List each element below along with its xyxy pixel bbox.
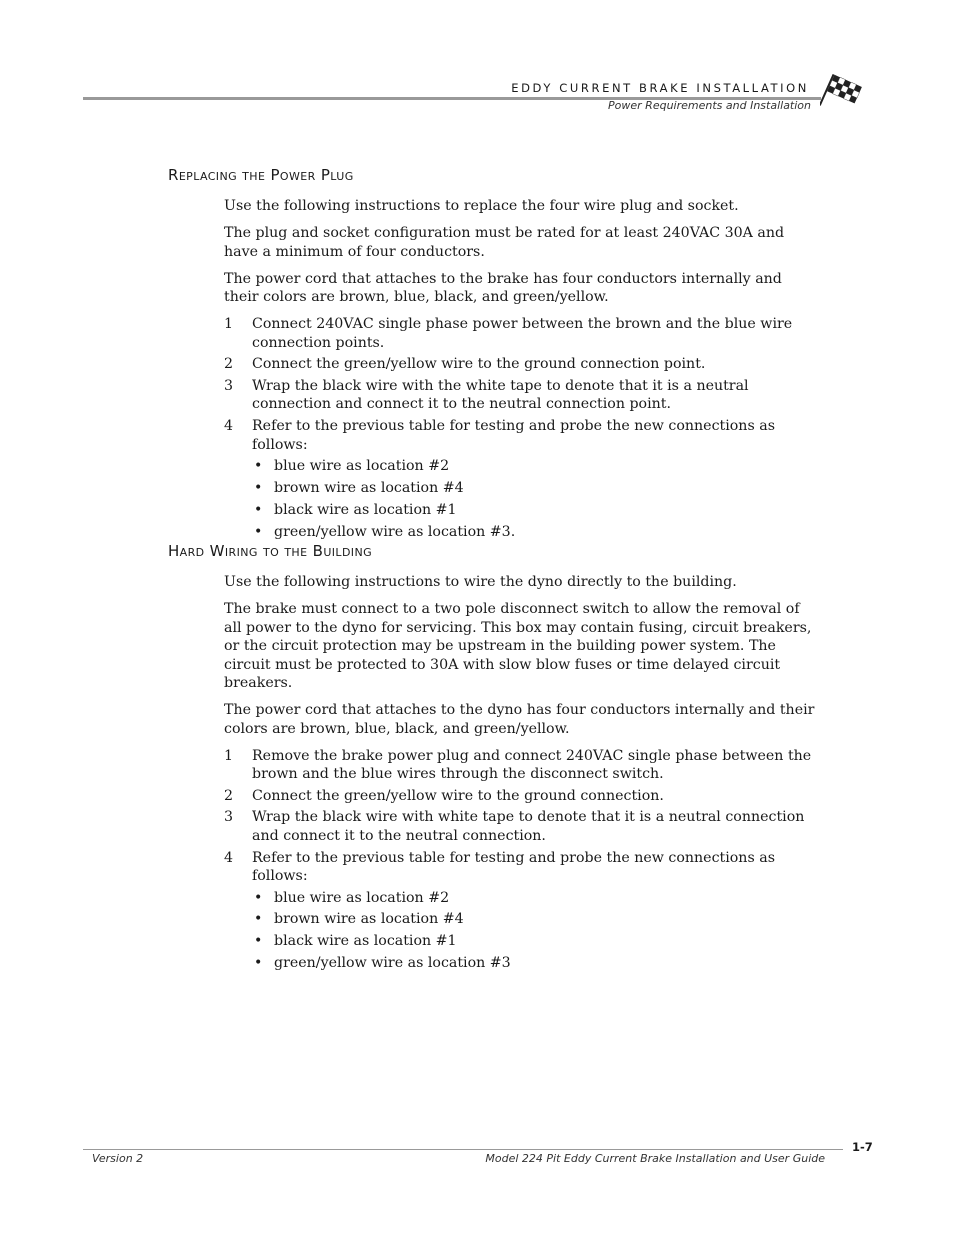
step-text: Refer to the previous table for testing and probe the new connections as follows: bbox=[252, 849, 775, 885]
bullet-glyph: • bbox=[254, 889, 263, 906]
bullet-text: brown wire as location #4 bbox=[274, 479, 464, 496]
running-header-subtitle: Power Requirements and Installation bbox=[608, 99, 811, 112]
step-list bbox=[224, 315, 816, 541]
step-number: 2 bbox=[224, 356, 234, 373]
paragraph: Use the following instructions to wire the dyno directly to the building. bbox=[224, 574, 737, 590]
section-title-replacing-power-plug: Replacing the Power Plug bbox=[168, 166, 354, 184]
step-number: 4 bbox=[224, 849, 234, 866]
step-number: 1 bbox=[224, 316, 234, 332]
bullet-item bbox=[252, 479, 816, 498]
bullet-glyph: • bbox=[254, 911, 263, 928]
step-number: 4 bbox=[224, 418, 234, 435]
bullet-glyph: • bbox=[254, 523, 263, 540]
step-number: 2 bbox=[224, 787, 234, 804]
bullet-item bbox=[252, 932, 816, 951]
step-list bbox=[224, 747, 816, 973]
bullet-text: blue wire as location #2 bbox=[274, 889, 450, 906]
step-text: Connect the green/yellow wire to the ground connection point. bbox=[252, 356, 706, 373]
step-text: Remove the brake power plug and connect 240VAC single phase between the brown and the blue wires through the disconnect switch. bbox=[252, 747, 812, 782]
step-number: 3 bbox=[224, 377, 234, 394]
step-item bbox=[224, 315, 816, 352]
step-number: 3 bbox=[224, 809, 234, 826]
page-number: 1-7 bbox=[852, 1140, 873, 1154]
step-item bbox=[224, 377, 816, 414]
paragraph: Use the following instructions to replace the four wire plug and socket. bbox=[224, 198, 739, 214]
bullet-text: brown wire as location #4 bbox=[274, 911, 464, 928]
paragraph: The power cord that attaches to the dyno has four conductors internally and their colors are brown, blue, black, and green/yellow. bbox=[224, 702, 815, 737]
footer-document-title: Model 224 Pit Eddy Current Brake Installation and User Guide bbox=[485, 1152, 825, 1165]
step-item bbox=[224, 808, 816, 845]
bullet-text: blue wire as location #2 bbox=[274, 458, 450, 475]
step-text: Connect the green/yellow wire to the ground connection. bbox=[252, 787, 664, 804]
bullet-glyph: • bbox=[254, 501, 263, 518]
bullet-text: black wire as location #1 bbox=[274, 933, 457, 950]
bullet-glyph: • bbox=[254, 933, 263, 950]
bullet-glyph: • bbox=[254, 955, 263, 972]
step-item bbox=[224, 747, 816, 784]
step-text: Refer to the previous table for testing and probe the new connections as follows: bbox=[252, 418, 775, 453]
footer-rule bbox=[83, 1149, 843, 1150]
step-text: Connect 240VAC single phase power between the brown and the blue wire connection points. bbox=[252, 316, 793, 351]
section-body-hard-wiring bbox=[224, 573, 816, 976]
section-body-replacing-power-plug bbox=[224, 197, 816, 545]
bullet-list bbox=[252, 889, 816, 973]
step-item bbox=[224, 849, 816, 973]
bullet-list bbox=[252, 457, 816, 541]
step-item bbox=[224, 417, 816, 541]
bullet-item bbox=[252, 954, 816, 973]
bullet-item bbox=[252, 457, 816, 476]
paragraph: The brake must connect to a two pole disconnect switch to allow the removal of all power to the dyno for servicing. This box may contain fusing, circuit breakers, or the circuit protection may be upstream in the building power system. The circuit must be protected to 30A with slow blow fuses or time delayed circuit breakers. bbox=[224, 601, 812, 691]
bullet-text: green/yellow wire as location #3 bbox=[274, 955, 511, 972]
bullet-glyph: • bbox=[254, 458, 263, 475]
bullet-item bbox=[252, 501, 816, 520]
step-item bbox=[224, 355, 816, 374]
bullet-item bbox=[252, 889, 816, 908]
paragraph: The plug and socket configuration must be rated for at least 240VAC 30A and have a minimum of four conductors. bbox=[224, 225, 785, 260]
step-text: Wrap the black wire with the white tape to denote that it is a neutral connection and connect it to the neutral connection point. bbox=[252, 377, 749, 413]
bullet-text: green/yellow wire as location #3. bbox=[274, 523, 516, 540]
bullet-text: black wire as location #1 bbox=[274, 501, 457, 518]
bullet-item bbox=[252, 523, 816, 542]
step-text: Wrap the black wire with white tape to denote that it is a neutral connection and connect it to the neutral connection. bbox=[252, 809, 805, 844]
bullet-item bbox=[252, 910, 816, 929]
section-title-hard-wiring: Hard Wiring to the Building bbox=[168, 542, 373, 560]
footer-version: Version 2 bbox=[92, 1152, 144, 1165]
paragraph: The power cord that attaches to the brake has four conductors internally and their colors are brown, blue, black, and green/yellow. bbox=[224, 270, 782, 305]
running-header-title: EDDY CURRENT BRAKE INSTALLATION bbox=[511, 81, 809, 95]
step-number: 1 bbox=[224, 747, 234, 764]
step-item bbox=[224, 787, 816, 806]
bullet-glyph: • bbox=[254, 479, 263, 496]
checkered-flag-icon bbox=[820, 74, 866, 116]
